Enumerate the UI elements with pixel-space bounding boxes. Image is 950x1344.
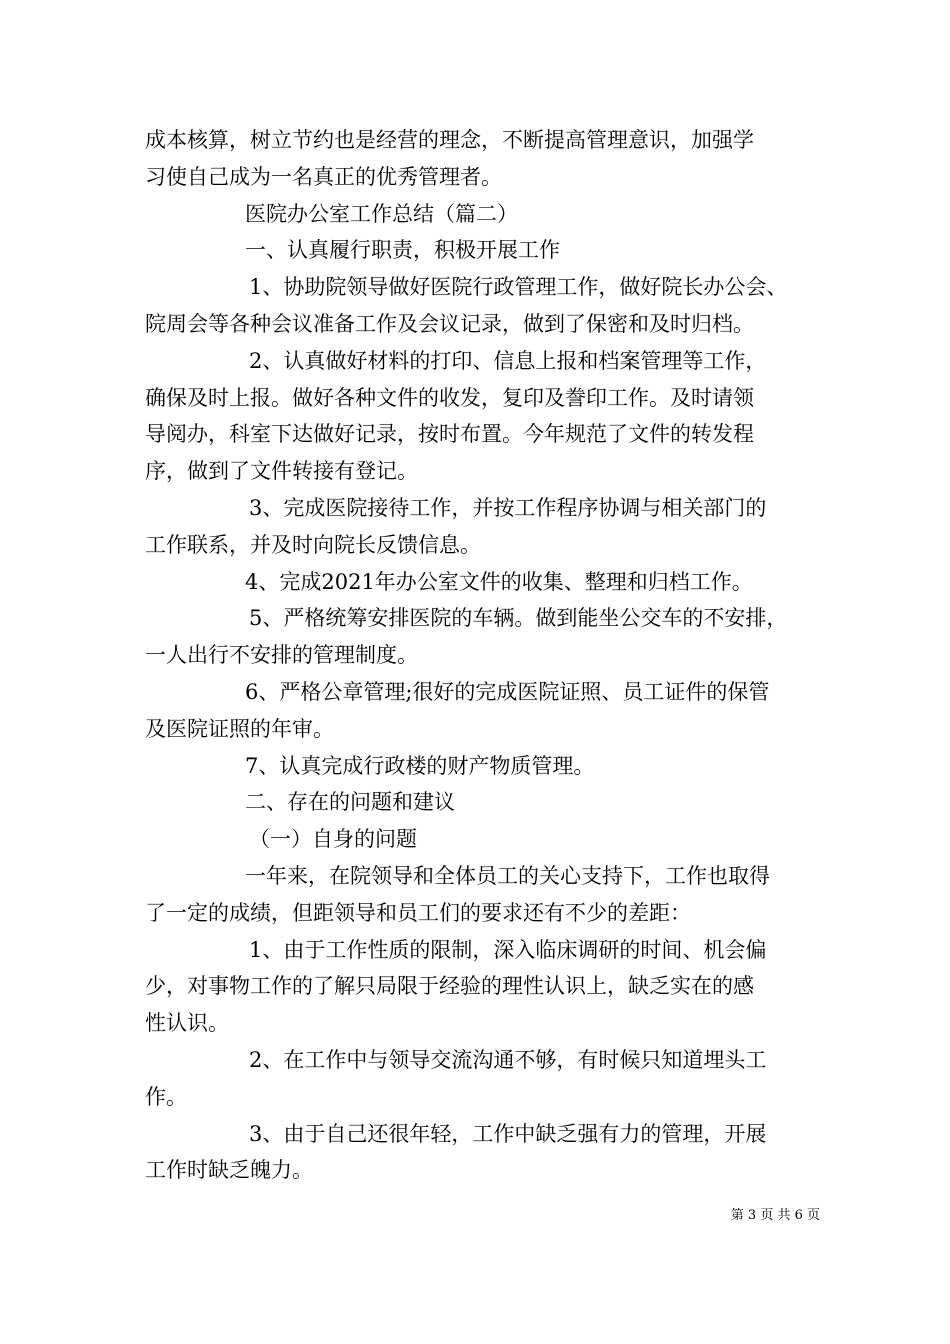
text-line: 3、完成医院接待工作，并按工作程序协调与相关部门的	[249, 495, 767, 520]
page-number-footer: 第 3 页 共 6 页	[730, 1208, 820, 1223]
text-line: 1、由于工作性质的限制，深入临床调研的时间、机会偏	[249, 937, 767, 962]
text-line: 工作时缺乏魄力。	[145, 1158, 313, 1183]
text-line: 一年来，在院领导和全体员工的关心支持下，工作也取得	[245, 863, 770, 888]
text-line: 7、认真完成行政楼的财产物质管理。	[245, 753, 595, 778]
text-line: 导阅办，科室下达做好记录，按时布置。今年规范了文件的转发程	[145, 422, 754, 447]
text-line: 序，做到了文件转接有登记。	[145, 459, 418, 484]
text-line: 习使自己成为一名真正的优秀管理者。	[145, 164, 502, 189]
subsection-heading: （一）自身的问题	[249, 827, 417, 852]
section-heading: 一、认真履行职责，积极开展工作	[245, 238, 560, 263]
text-line: 一人出行不安排的管理制度。	[145, 643, 418, 668]
text-line: 3、由于自己还很年轻，工作中缺乏强有力的管理，开展	[249, 1121, 767, 1146]
text-line: 工作联系，并及时向院长反馈信息。	[145, 532, 481, 557]
text-line: 1、协助院领导做好医院行政管理工作，做好院长办公会、	[249, 275, 788, 300]
text-line: 确保及时上报。做好各种文件的收发，复印及誊印工作。及时请领	[145, 385, 754, 410]
text-line: 2、认真做好材料的打印、信息上报和档案管理等工作，	[249, 348, 767, 373]
section-title: 医院办公室工作总结（篇二）	[245, 201, 518, 226]
text-line: 作。	[145, 1084, 187, 1109]
document-body	[145, 122, 825, 1189]
text-line: 2、在工作中与领导交流沟通不够，有时候只知道埋头工	[249, 1047, 767, 1072]
text-line: 院周会等各种会议准备工作及会议记录，做到了保密和及时归档。	[145, 311, 754, 336]
text-line: 少，对事物工作的了解只局限于经验的理性认识上，缺乏实在的感	[145, 974, 754, 999]
text-line: 性认识。	[145, 1011, 229, 1036]
text-line: 了一定的成绩，但距领导和员工们的要求还有不少的差距：	[145, 900, 691, 925]
text-line: 成本核算，树立节约也是经营的理念，不断提高管理意识，加强学	[145, 128, 754, 152]
section-heading: 二、存在的问题和建议	[245, 790, 455, 815]
text-line: 5、严格统筹安排医院的车辆。做到能坐公交车的不安排，	[249, 606, 788, 631]
text-line: 6、严格公章管理;很好的完成医院证照、员工证件的保管	[245, 679, 770, 704]
text-line: 及医院证照的年审。	[145, 716, 334, 741]
text-line: 4、完成2021年办公室文件的收集、整理和归档工作。	[245, 569, 753, 594]
